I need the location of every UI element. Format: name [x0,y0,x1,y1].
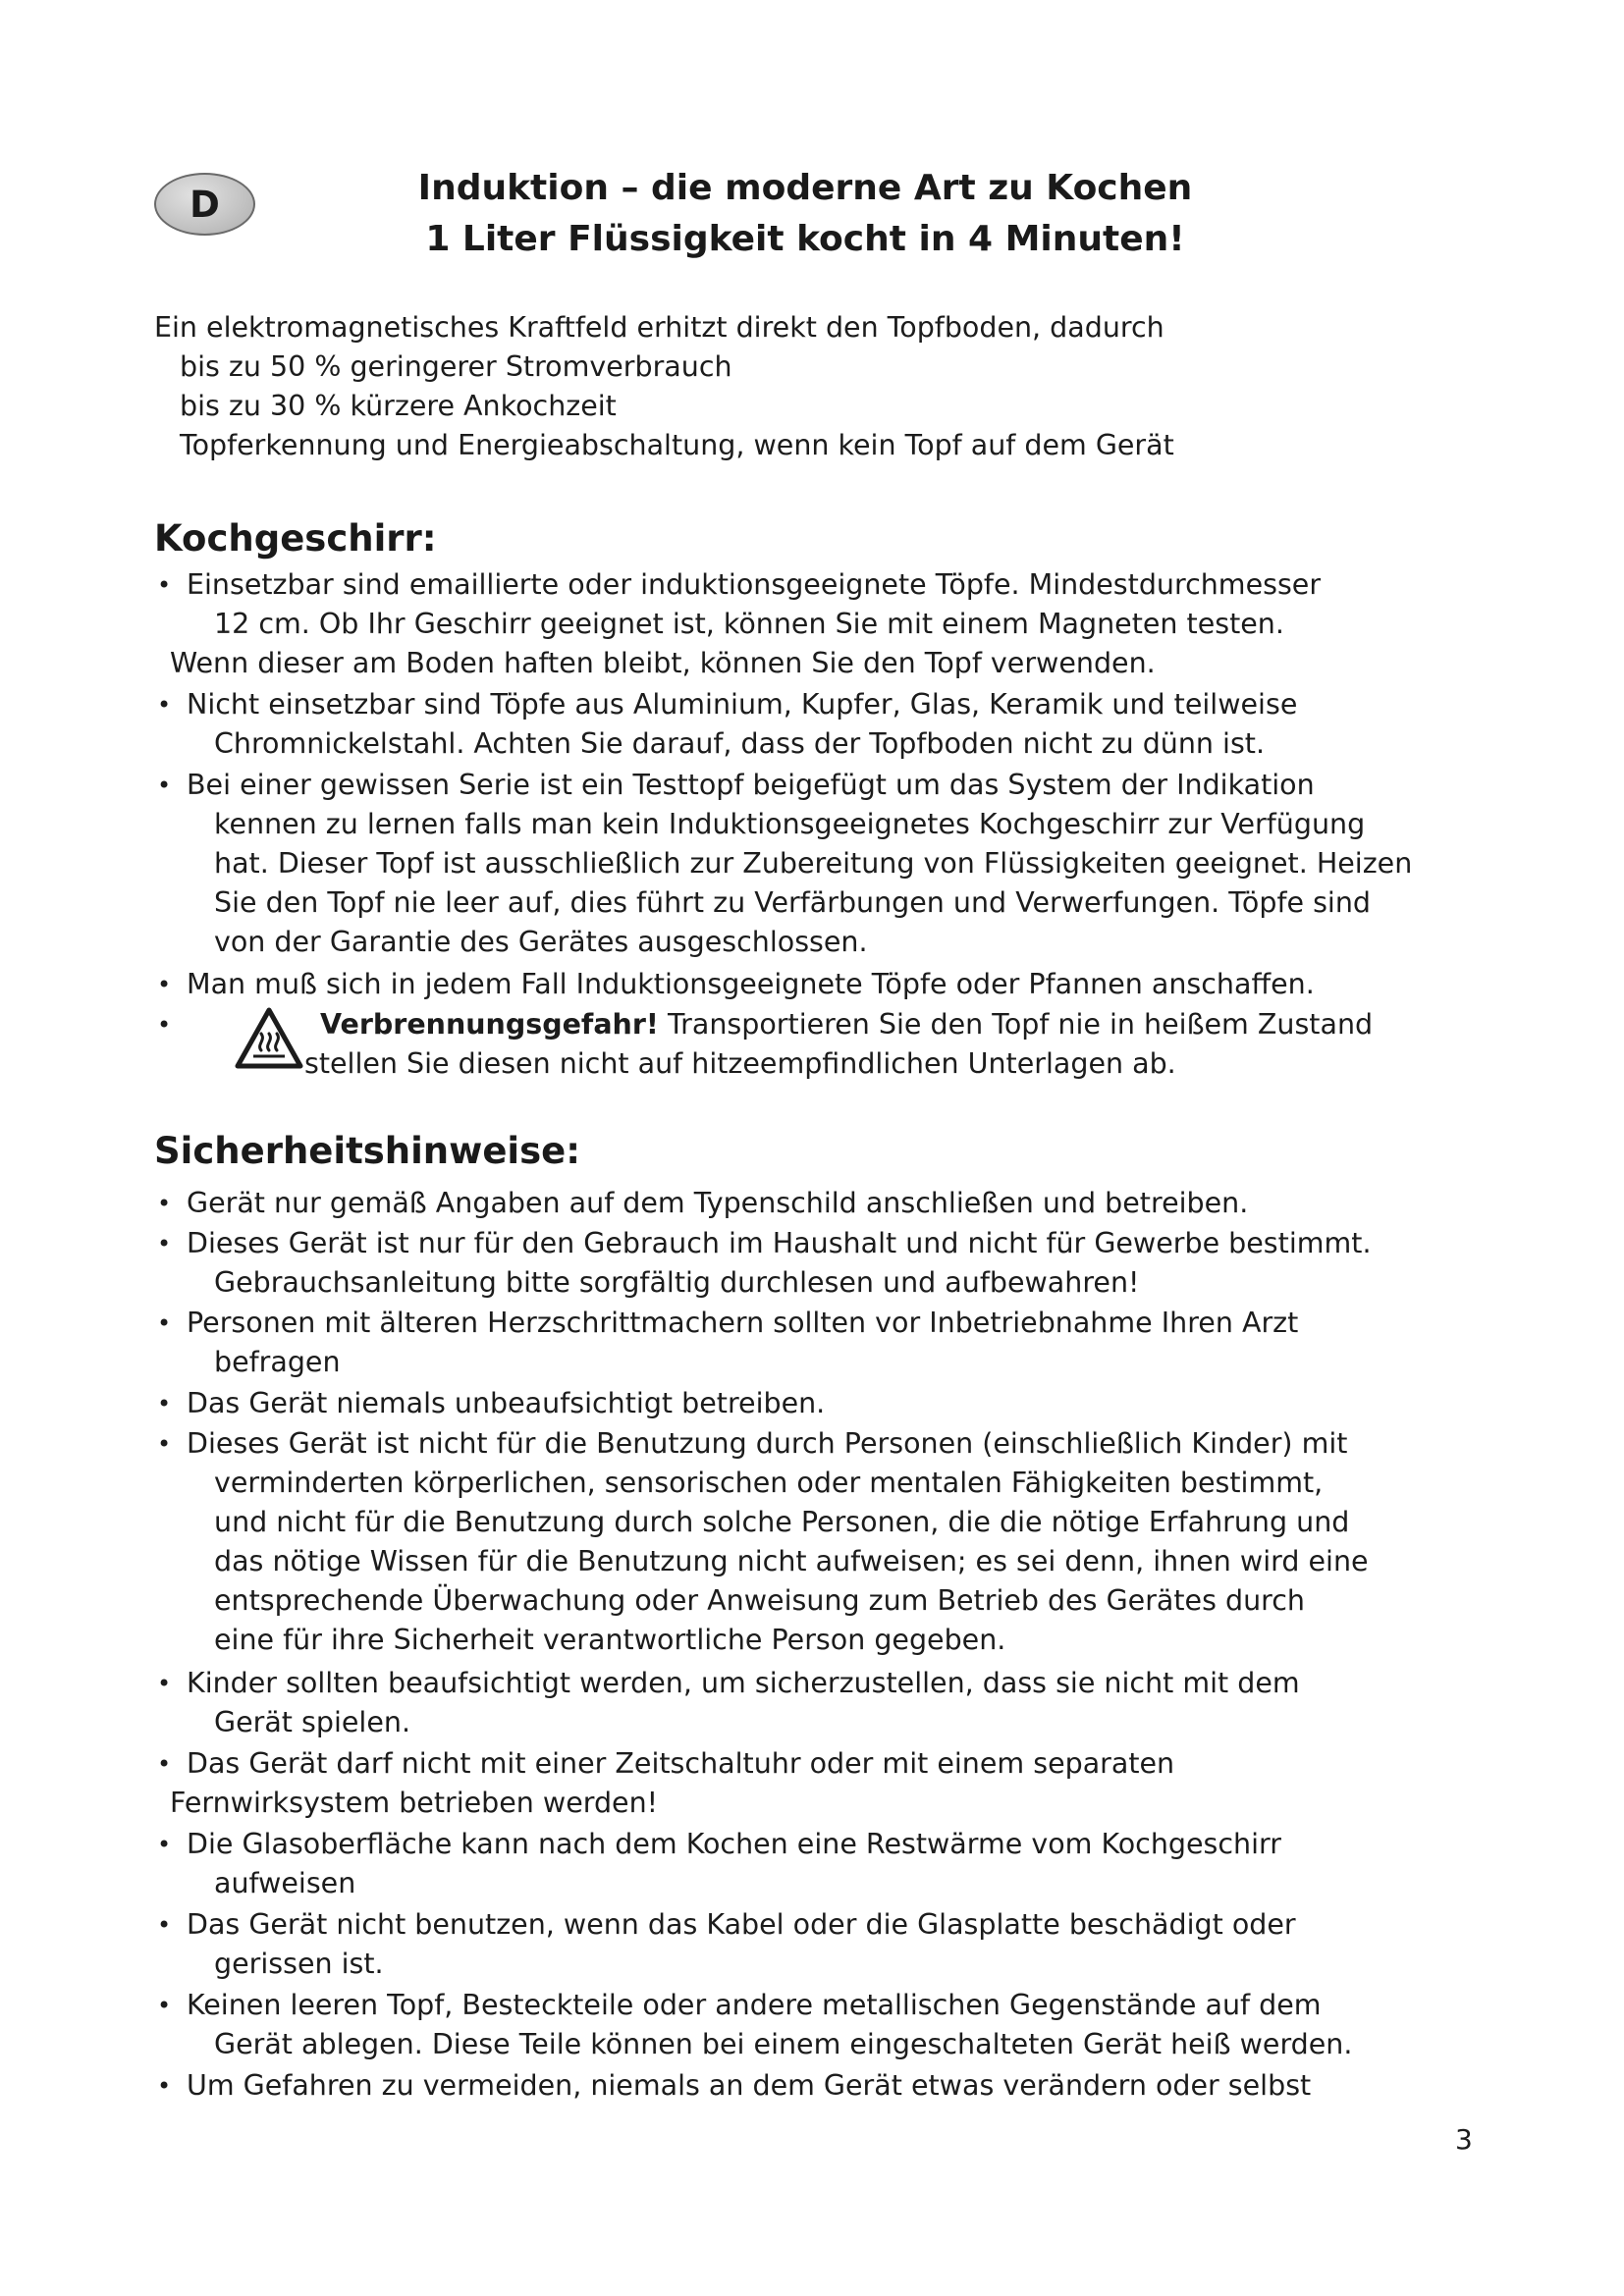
kochgeschirr-bullet-3-line: kennen zu lernen falls man kein Induktionsgeeignetes Kochgeschirr zur Verfügung [214,808,1366,840]
safety-bullet-6-line: Gerät spielen. [214,1706,411,1738]
kochgeschirr-bullet-1-line: 12 cm. Ob Ihr Geschirr geeignet ist, können Sie mit einem Magneten testen. [214,608,1284,640]
bullet-marker: • [157,1831,172,1858]
safety-bullet-3-line: Personen mit älteren Herzschrittmachern sollten vor Inbetriebnahme Ihren Arzt [187,1307,1299,1339]
intro-point: bis zu 50 % geringerer Stromverbrauch [180,350,732,383]
kochgeschirr-bullet-3-line: hat. Dieser Topf ist ausschließlich zur Zubereitung von Flüssigkeiten geeignet. Heizen [214,847,1413,880]
intro-text: Ein elektromagnetisches Kraftfeld erhitzt direkt den Topfboden, dadurch [154,311,1164,344]
kochgeschirr-bullet-2-line: Chromnickelstahl. Achten Sie darauf, dass der Topfboden nicht zu dünn ist. [214,727,1266,760]
bullet-marker: • [157,691,172,719]
bullet-marker: • [157,1309,172,1337]
bullet-marker: • [157,1430,172,1458]
kochgeschirr-bullet-1-line: Wenn dieser am Boden haften bleibt, können Sie den Topf verwenden. [170,647,1156,679]
intro-point: Topferkennung und Energieabschaltung, wenn kein Topf auf dem Gerät [180,429,1174,461]
safety-bullet-10-line: Keinen leeren Topf, Besteckteile oder andere metallischen Gegenstände auf dem [187,1989,1322,2021]
bullet-marker: • [157,1390,172,1417]
safety-bullet-2-line: Dieses Gerät ist nur für den Gebrauch im Haushalt und nicht für Gewerbe bestimmt. [187,1227,1372,1259]
hot-surface-warning-icon [234,1005,304,1072]
kochgeschirr-bullet-4: Man muß sich in jedem Fall Induktionsgeeignete Töpfe oder Pfannen anschaffen. [187,968,1315,1000]
bullet-marker: • [157,1750,172,1778]
page-number: 3 [1455,2123,1473,2156]
section-heading-kochgeschirr: Kochgeschirr: [154,517,437,560]
safety-bullet-7-line: Fernwirksystem betrieben werden! [170,1787,659,1819]
bullet-marker: • [157,1992,172,2019]
safety-bullet-10-line: Gerät ablegen. Diese Teile können bei einem eingeschalteten Gerät heiß werden. [214,2028,1353,2060]
safety-bullet-5-line: Dieses Gerät ist nicht für die Benutzung durch Personen (einschließlich Kinder) mit [187,1427,1348,1460]
safety-bullet-8-line: Die Glasoberfläche kann nach dem Kochen eine Restwärme vom Kochgeschirr [187,1828,1281,1860]
bullet-marker: • [157,1230,172,1257]
burn-hazard-label: Verbrennungsgefahr! [320,1008,659,1041]
safety-bullet-6-line: Kinder sollten beaufsichtigt werden, um sicherzustellen, dass sie nicht mit dem [187,1667,1300,1699]
safety-bullet-5-line: verminderten körperlichen, sensorischen oder mentalen Fähigkeiten bestimmt, [214,1467,1324,1499]
safety-bullet-5-line: und nicht für die Benutzung durch solche Personen, die die nötige Erfahrung und [214,1506,1350,1538]
safety-bullet-1: Gerät nur gemäß Angaben auf dem Typenschild anschließen und betreiben. [187,1187,1249,1219]
intro-point: bis zu 30 % kürzere Ankochzeit [180,390,617,422]
language-badge: D [154,173,255,236]
safety-bullet-11: Um Gefahren zu vermeiden, niemals an dem Gerät etwas verändern oder selbst [187,2069,1312,2102]
bullet-marker: • [157,971,172,998]
bullet-marker: • [157,1670,172,1697]
bullet-marker: • [157,772,172,799]
safety-bullet-4: Das Gerät niemals unbeaufsichtigt betreiben. [187,1387,826,1419]
kochgeschirr-bullet-3-line: von der Garantie des Gerätes ausgeschlossen. [214,926,868,958]
safety-bullet-7-line: Das Gerät darf nicht mit einer Zeitschaltuhr oder mit einem separaten [187,1747,1175,1780]
bullet-marker: • [157,2072,172,2100]
bullet-marker: • [157,1911,172,1939]
safety-bullet-2-line: Gebrauchsanleitung bitte sorgfältig durchlesen und aufbewahren! [214,1266,1140,1299]
safety-bullet-5-line: eine für ihre Sicherheit verantwortliche Person gegeben. [214,1624,1006,1656]
safety-bullet-9-line: Das Gerät nicht benutzen, wenn das Kabel oder die Glasplatte beschädigt oder [187,1908,1296,1941]
bullet-marker: • [157,571,172,599]
kochgeschirr-bullet-3-line: Bei einer gewissen Serie ist ein Testtopf beigefügt um das System der Indikation [187,769,1315,801]
safety-bullet-9-line: gerissen ist. [214,1948,384,1980]
burn-hazard-text: Transportieren Sie den Topf nie in heißem Zustand [658,1008,1374,1041]
safety-bullet-8-line: aufweisen [214,1867,356,1899]
kochgeschirr-bullet-5-line-1 [320,1005,1373,1044]
safety-bullet-5-line: entsprechende Überwachung oder Anweisung zum Betrieb des Gerätes durch [214,1584,1305,1617]
safety-bullet-3-line: befragen [214,1346,341,1378]
safety-bullet-5-line: das nötige Wissen für die Benutzung nicht aufweisen; es sei denn, ihnen wird eine [214,1545,1369,1577]
page-title-line-2: 1 Liter Flüssigkeit kocht in 4 Minuten! [425,219,1185,259]
page-title-line-1: Induktion – die moderne Art zu Kochen [417,168,1193,208]
kochgeschirr-bullet-5-line-2: stellen Sie diesen nicht auf hitzeempfindlichen Unterlagen ab. [304,1047,1176,1080]
kochgeschirr-bullet-1-line: Einsetzbar sind emaillierte oder induktionsgeeignete Töpfe. Mindestdurchmesser [187,568,1322,601]
kochgeschirr-bullet-3-line: Sie den Topf nie leer auf, dies führt zu Verfärbungen und Verwerfungen. Töpfe sind [214,886,1372,919]
bullet-marker: • [157,1011,172,1039]
kochgeschirr-bullet-2-line: Nicht einsetzbar sind Töpfe aus Aluminium, Kupfer, Glas, Keramik und teilweise [187,688,1298,721]
section-heading-sicherheitshinweise: Sicherheitshinweise: [154,1130,581,1172]
bullet-marker: • [157,1190,172,1217]
